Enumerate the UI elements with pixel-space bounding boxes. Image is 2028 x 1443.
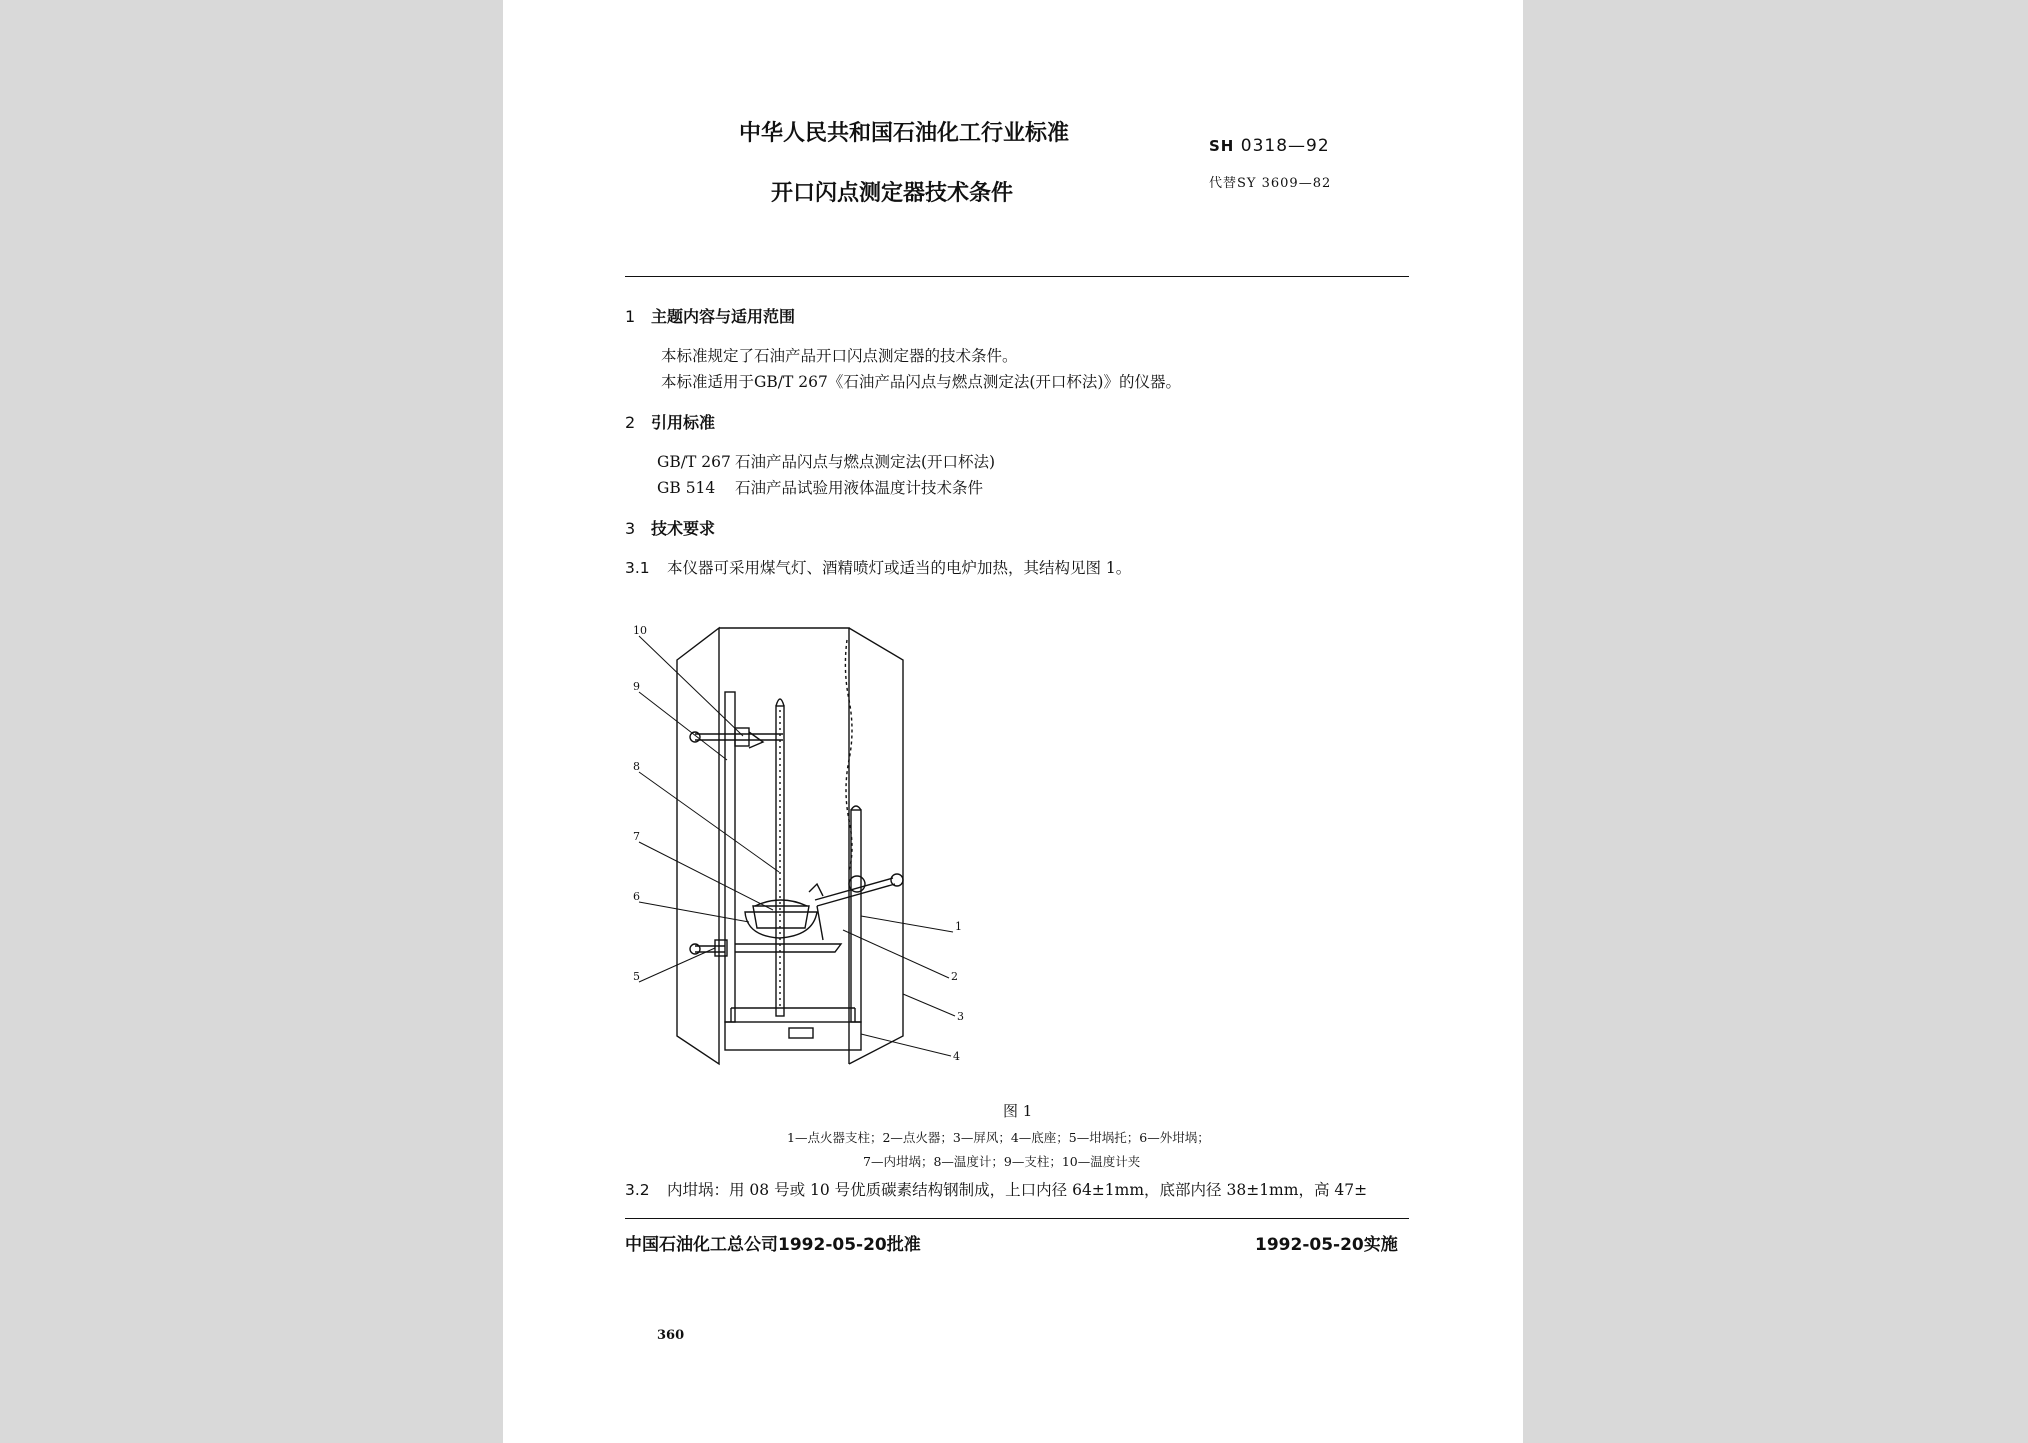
reference-code: GB 514 bbox=[657, 479, 716, 497]
screen-right-panel bbox=[849, 628, 903, 1064]
leader-7 bbox=[639, 842, 773, 910]
section-1-line-2: 本标准适用于GB/T 267《石油产品闪点与燃点测定法(开口杯法)》的仪器。 bbox=[661, 373, 1181, 391]
reference-title: 石油产品闪点与燃点测定法(开口杯法) bbox=[735, 453, 996, 471]
callout-7: 7 bbox=[633, 830, 640, 843]
header-rule bbox=[625, 276, 1409, 277]
base-frame bbox=[725, 1022, 861, 1050]
callout-2: 2 bbox=[951, 970, 958, 983]
callout-9: 9 bbox=[633, 680, 640, 693]
standard-number: 0318—92 bbox=[1240, 136, 1330, 156]
section-1-heading: 1 主题内容与适用范围 bbox=[625, 307, 796, 326]
leader-8 bbox=[639, 772, 779, 872]
document-page bbox=[503, 0, 1523, 1443]
reference-title: 石油产品试验用液体温度计技术条件 bbox=[735, 479, 984, 497]
section-2-heading: 2 引用标准 bbox=[625, 413, 716, 432]
implementation-date: 1992-05-20实施 bbox=[1255, 1235, 1398, 1255]
standard-prefix: SH bbox=[1209, 137, 1235, 155]
callout-4: 4 bbox=[953, 1050, 960, 1063]
leader-9 bbox=[639, 692, 727, 760]
replaces-note: 代替SY 3609—82 bbox=[1209, 176, 1332, 191]
section-1-line-1: 本标准规定了石油产品开口闪点测定器的技术条件。 bbox=[661, 347, 1018, 365]
reference-code: GB/T 267 bbox=[657, 453, 731, 471]
leader-1 bbox=[861, 916, 953, 932]
callout-10: 10 bbox=[633, 624, 647, 637]
figure-legend-line-2: 7—内坩埚；8—温度计；9—支柱；10—温度计夹 bbox=[863, 1154, 1141, 1169]
approval-date: 中国石油化工总公司1992-05-20批准 bbox=[625, 1235, 921, 1255]
clause-3-1: 3.1 本仪器可采用煤气灯、酒精喷灯或适当的电炉加热，其结构见图 1。 bbox=[625, 559, 1132, 577]
figure-1-diagram bbox=[603, 610, 1063, 1090]
support-pillar bbox=[725, 692, 735, 1022]
callout-8: 8 bbox=[633, 760, 640, 773]
footer-rule bbox=[625, 1218, 1409, 1219]
figure-legend-line-1: 1—点火器支柱；2—点火器；3—屏风；4—底座；5—坩埚托；6—外坩埚； bbox=[787, 1130, 1210, 1145]
clause-3-2: 3.2 内坩埚：用 08 号或 10 号优质碳素结构钢制成，上口内径 64±1mm，底部内径 38±1mm，高 47± bbox=[625, 1181, 1368, 1199]
leader-10 bbox=[639, 636, 743, 736]
base-label-plate bbox=[789, 1028, 813, 1038]
figure-caption: 图 1 bbox=[1003, 1102, 1033, 1120]
section-3-heading: 3 技术要求 bbox=[625, 519, 716, 538]
leader-2 bbox=[843, 930, 949, 978]
doc-title: 开口闪点测定器技术条件 bbox=[771, 181, 1014, 206]
reference-item bbox=[657, 450, 995, 472]
leader-3 bbox=[903, 994, 955, 1016]
standard-code bbox=[1209, 136, 1330, 156]
org-title: 中华人民共和国石油化工行业标准 bbox=[739, 121, 1070, 146]
inner-crucible bbox=[753, 906, 809, 928]
callout-1: 1 bbox=[955, 920, 962, 933]
igniter-pillar bbox=[851, 810, 861, 1022]
leader-6 bbox=[639, 902, 749, 922]
leader-4 bbox=[861, 1034, 951, 1056]
callout-5: 5 bbox=[633, 970, 640, 983]
callout-6: 6 bbox=[633, 890, 640, 903]
reference-item bbox=[657, 476, 983, 498]
page-number: 360 bbox=[657, 1328, 685, 1343]
callout-3: 3 bbox=[957, 1010, 964, 1023]
